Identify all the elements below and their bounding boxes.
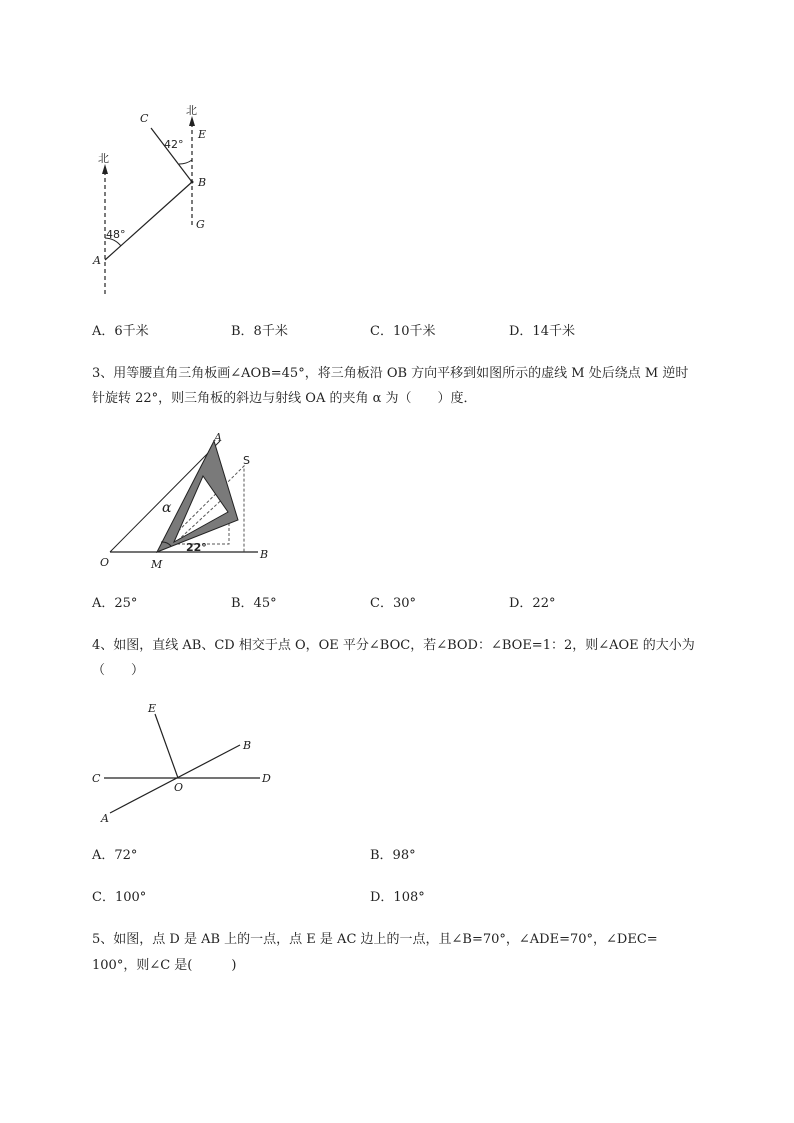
q3-option-a: A．25° <box>92 596 138 611</box>
q3-label-A: A <box>214 431 222 444</box>
q2-label-B: B <box>198 176 207 189</box>
q4-label-E: E <box>148 702 157 715</box>
q3-stem-line1: 3、用等腰直角三角板画∠AOB=45°，将三角板沿 OB 方向平移到如图所示的虚线 M 处后绕点 M 逆时 <box>92 366 689 381</box>
q3-label-S: S <box>243 454 250 467</box>
q4-option-a: A．72° <box>92 848 138 863</box>
q3-label-O: O <box>100 556 110 569</box>
q2-option-a: A．6千米 <box>92 324 149 339</box>
q3-figure <box>96 430 286 570</box>
q4-stem-line2: （ ） <box>92 663 145 678</box>
q2-option-d: D．14千米 <box>509 324 575 339</box>
q4-option-d: D．108° <box>370 890 425 905</box>
q2-north-label-left: 北 <box>98 152 109 165</box>
q5-stem-line1: 5、如图，点 D 是 AB 上的一点，点 E 是 AC 边上的一点，且∠B=70°，∠ADE=70°，∠DEC= <box>92 932 658 947</box>
q4-option-b: B．98° <box>370 848 416 863</box>
q3-option-c: C．30° <box>370 596 416 611</box>
q3-angle-22: 22° <box>186 541 207 554</box>
q3-alpha: α <box>162 500 172 516</box>
q3-stem-line2: 针旋转 22°，则三角板的斜边与射线 OA 的夹角 α 为（ ）度． <box>92 391 477 406</box>
q4-label-D: D <box>262 772 271 785</box>
q2-label-A: A <box>93 254 101 267</box>
q4-label-C: C <box>92 772 101 785</box>
q2-option-b: B．8千米 <box>231 324 288 339</box>
q4-label-A: A <box>101 812 109 825</box>
q4-stem-line1: 4、如图，直线 AB、CD 相交于点 O，OE 平分∠BOC，若∠BOD：∠BOE=1：2，则∠AOE 的大小为 <box>92 638 695 653</box>
q4-figure <box>88 698 278 828</box>
q4-option-c: C．100° <box>92 890 147 905</box>
q3-option-b: B．45° <box>231 596 277 611</box>
q2-label-E: E <box>198 128 207 141</box>
q2-label-C: C <box>140 112 149 125</box>
q2-figure <box>84 100 224 300</box>
q4-label-O: O <box>174 781 184 794</box>
q2-angle-42: 42° <box>164 138 184 151</box>
q2-north-label-right: 北 <box>186 104 197 117</box>
q3-label-M: M <box>151 558 163 570</box>
q3-option-d: D．22° <box>509 596 556 611</box>
q2-option-c: C．10千米 <box>370 324 436 339</box>
q2-angle-48: 48° <box>106 228 126 241</box>
q2-label-G: G <box>196 218 205 231</box>
q3-label-B: B <box>260 548 269 561</box>
q5-stem-line2: 100°，则∠C 是( ) <box>92 958 237 973</box>
q4-label-B: B <box>243 739 252 752</box>
